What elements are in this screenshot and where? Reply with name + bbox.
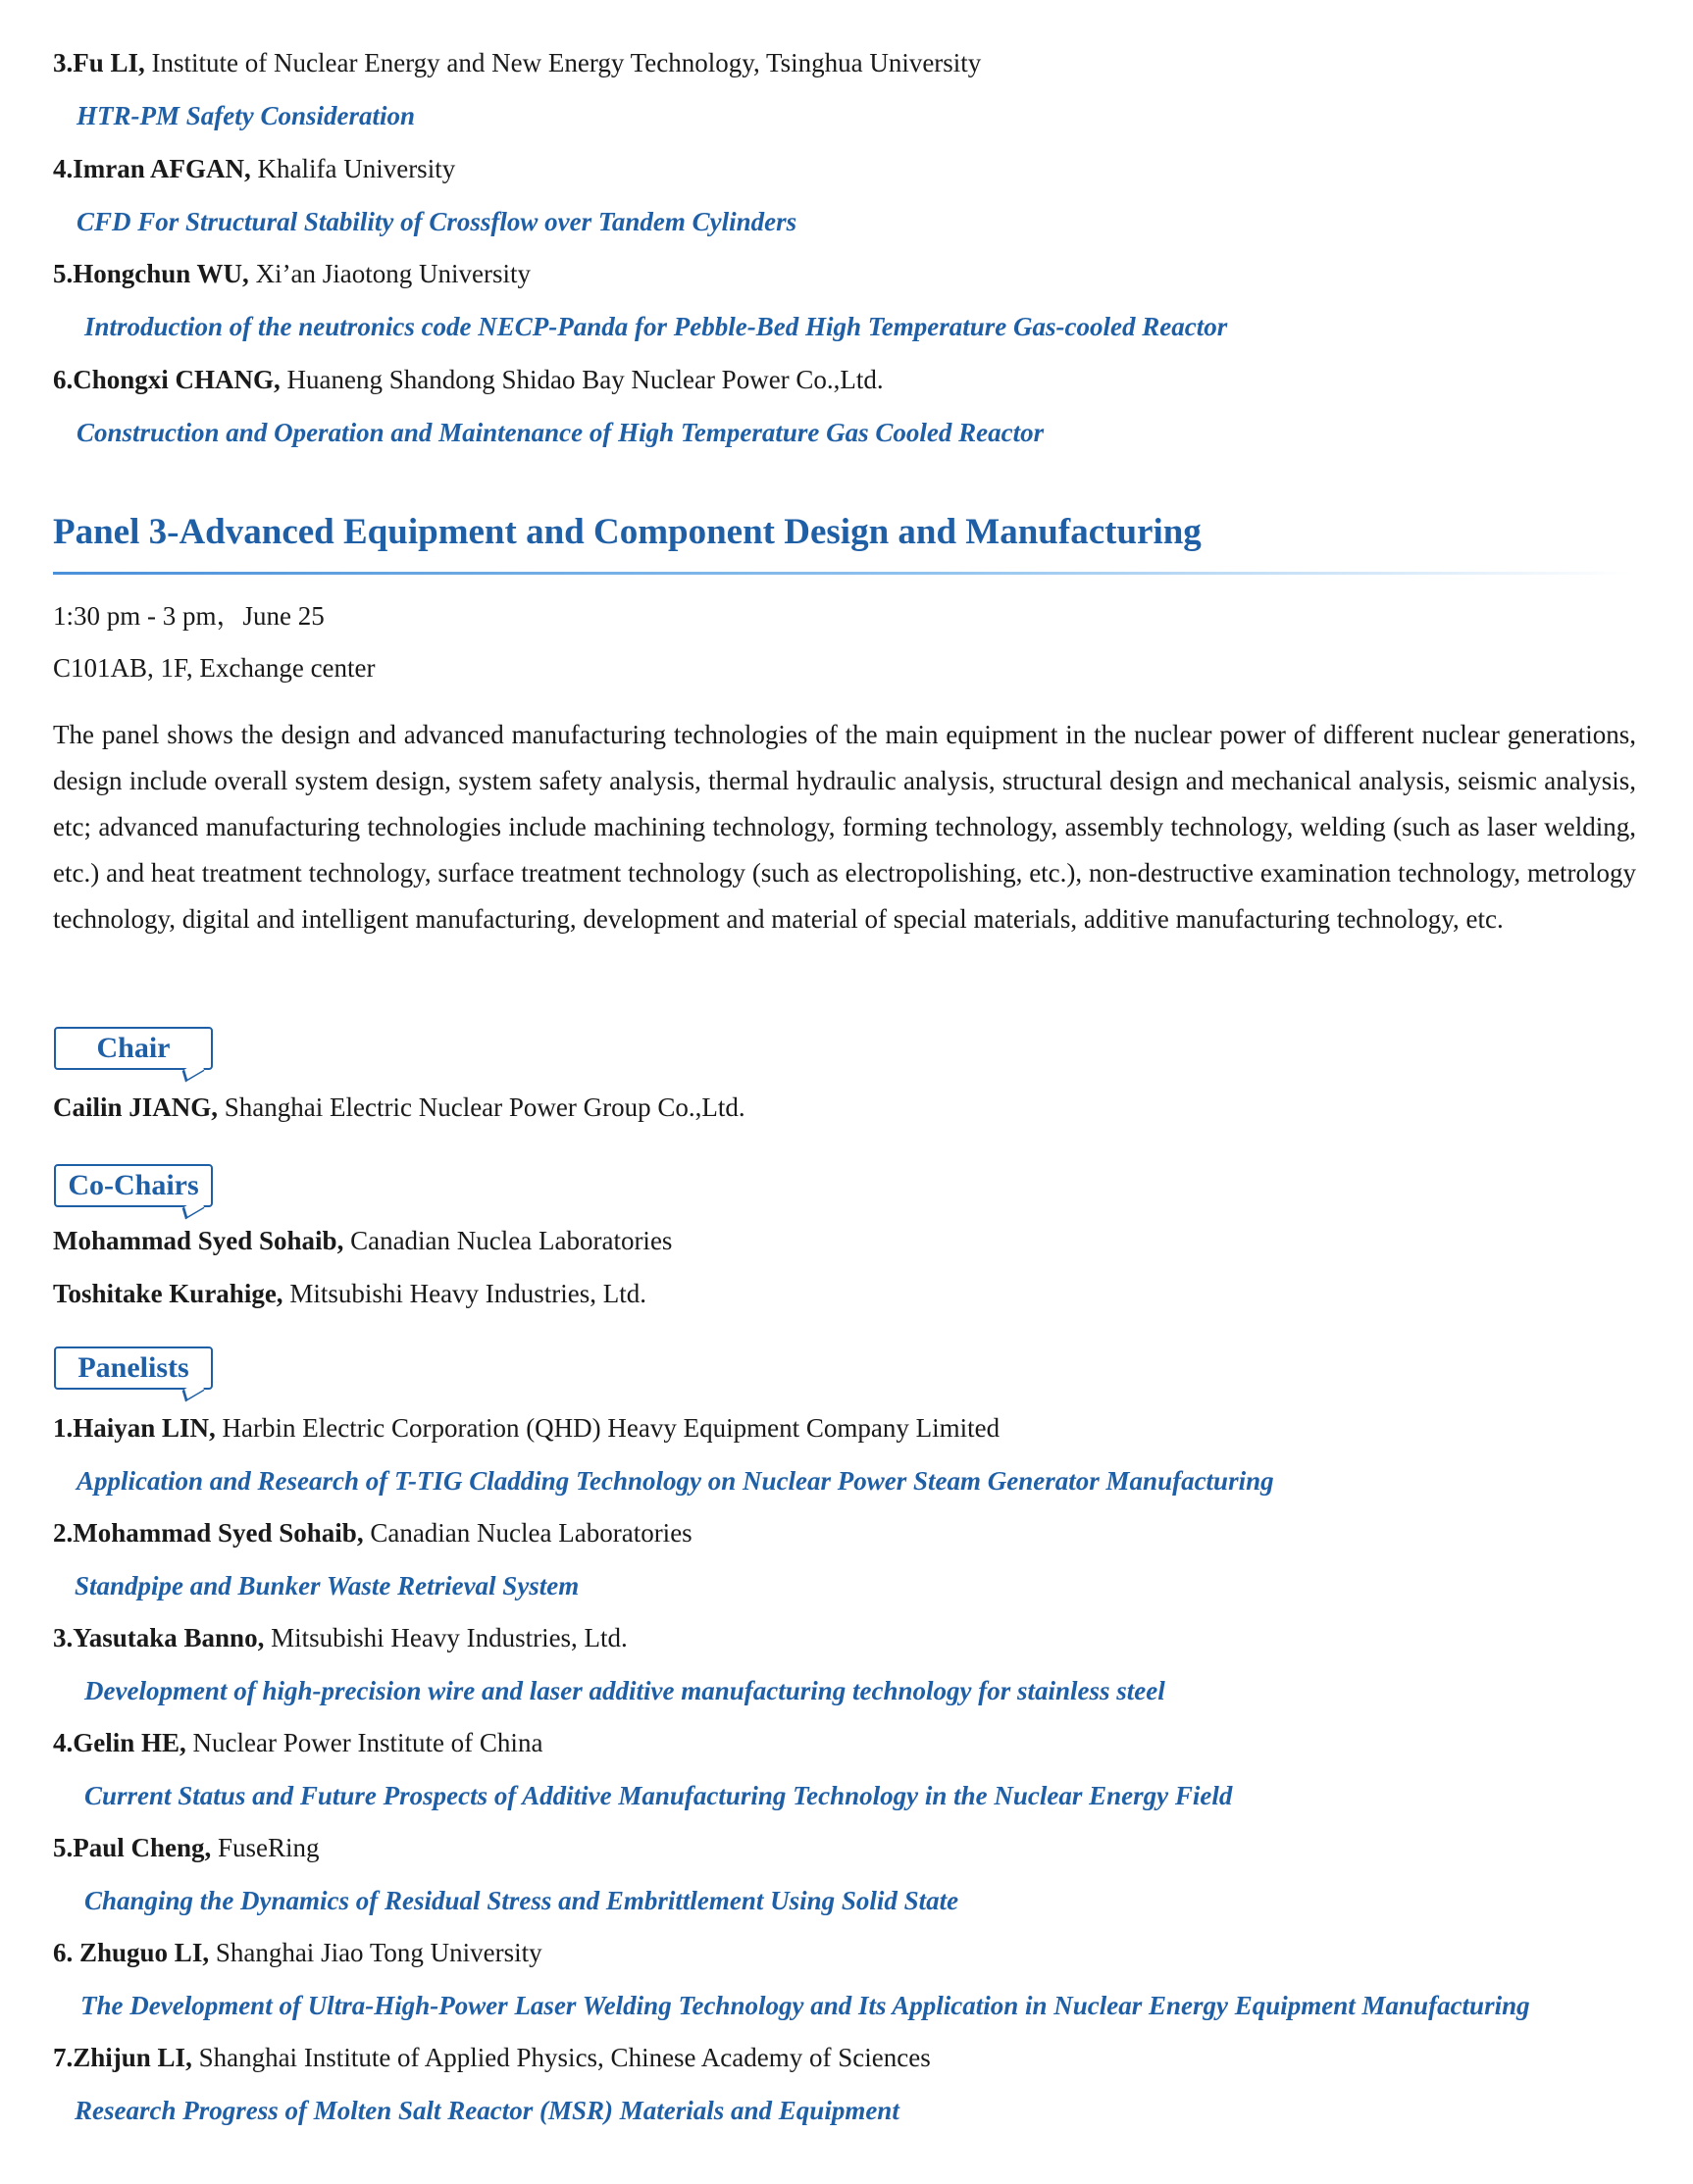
speech-tail-icon xyxy=(182,1060,205,1083)
prev-panelist-3-talk: HTR-PM Safety Consideration xyxy=(77,101,416,130)
prev-panelist-6-talk: Construction and Operation and Maintenance of High Temperature Gas Cooled Reactor xyxy=(77,418,1045,447)
panelist-2-talk: Standpipe and Bunker Waste Retrieval System xyxy=(75,1571,580,1600)
cochairs-label xyxy=(54,1164,213,1207)
cochair-affiliation: Mitsubishi Heavy Industries, Ltd. xyxy=(289,1279,647,1308)
panelist-name: Yasutaka Banno, xyxy=(73,1623,265,1652)
chair-label-text: Chair xyxy=(96,1032,171,1064)
panelist-name: Zhijun LI, xyxy=(73,2043,192,2072)
prev-panelist-5-talk: Introduction of the neutronics code NECP-Panda for Pebble-Bed High Temperature Gas-cooled Reactor xyxy=(84,312,1228,341)
panelist-number: 7. xyxy=(53,2043,74,2072)
prev-panelist-3 xyxy=(53,46,981,79)
panelist-name: Hongchun WU, xyxy=(73,259,249,288)
chair-label xyxy=(54,1027,213,1070)
panelist-number: 6. xyxy=(53,1938,79,1967)
panelist-number: 1. xyxy=(53,1413,74,1443)
panelist-name: Mohammad Syed Sohaib, xyxy=(73,1518,364,1548)
panelist-name: Fu LI, xyxy=(73,48,145,77)
chair-name: Cailin JIANG, xyxy=(53,1092,219,1122)
panelist-number: 6. xyxy=(53,365,74,394)
panelist-4 xyxy=(53,1726,542,1759)
panelist-affiliation: Nuclear Power Institute of China xyxy=(192,1728,543,1757)
panelist-4-talk: Current Status and Future Prospects of Additive Manufacturing Technology in the Nuclear Energy Field xyxy=(84,1781,1233,1810)
panel-time: 1:30 pm - 3 pm，June 25 xyxy=(53,601,325,631)
panelist-1-talk: Application and Research of T-TIG Cladding Technology on Nuclear Power Steam Generator Manufacturing xyxy=(77,1466,1274,1496)
panelist-5 xyxy=(53,1831,320,1864)
panelist-5-talk: Changing the Dynamics of Residual Stress and Embrittlement Using Solid State xyxy=(84,1886,959,1915)
cochair-affiliation: Canadian Nuclea Laboratories xyxy=(350,1226,673,1255)
chair-entry xyxy=(53,1091,745,1124)
panelist-name: Gelin HE, xyxy=(73,1728,186,1757)
prev-panelist-6 xyxy=(53,363,884,396)
panelist-number: 4. xyxy=(53,154,74,183)
panelist-affiliation: Institute of Nuclear Energy and New Energy Technology, Tsinghua University xyxy=(151,48,982,77)
panel-location: C101AB, 1F, Exchange center xyxy=(53,653,376,683)
panelist-affiliation: Canadian Nuclea Laboratories xyxy=(370,1518,693,1548)
title-divider xyxy=(53,572,1632,575)
panelist-1 xyxy=(53,1411,1000,1445)
panelist-affiliation: Huaneng Shandong Shidao Bay Nuclear Power Co.,Ltd. xyxy=(286,365,884,394)
panelist-name: Zhuguo LI, xyxy=(79,1938,210,1967)
cochair-name: Toshitake Kurahige, xyxy=(53,1279,283,1308)
panelist-affiliation: Khalifa University xyxy=(257,154,456,183)
panelist-affiliation: Shanghai Jiao Tong University xyxy=(215,1938,542,1967)
panelist-3-talk: Development of high-precision wire and laser additive manufacturing technology for stainless steel xyxy=(84,1676,1165,1705)
panelist-name: Chongxi CHANG, xyxy=(73,365,281,394)
prev-panelist-4 xyxy=(53,152,455,185)
panelist-affiliation: Xi’an Jiaotong University xyxy=(255,259,532,288)
panelist-6-talk: The Development of Ultra-High-Power Laser Welding Technology and Its Application in Nuclear Energy Equipment Manufacturing xyxy=(80,1991,1530,2020)
panelist-name: Imran AFGAN, xyxy=(73,154,251,183)
prev-panelist-5 xyxy=(53,257,531,290)
panelist-number: 3. xyxy=(53,1623,74,1652)
panelist-3 xyxy=(53,1621,628,1654)
panelist-2 xyxy=(53,1516,693,1549)
cochair-entry xyxy=(53,1224,672,1257)
panelists-label-text: Panelists xyxy=(77,1351,189,1384)
panelist-7 xyxy=(53,2041,931,2074)
panelist-affiliation: FuseRing xyxy=(218,1833,320,1862)
panelist-number: 4. xyxy=(53,1728,74,1757)
panelist-number: 5. xyxy=(53,1833,74,1862)
panelist-number: 5. xyxy=(53,259,74,288)
panelist-affiliation: Harbin Electric Corporation (QHD) Heavy Equipment Company Limited xyxy=(222,1413,1000,1443)
cochair-name: Mohammad Syed Sohaib, xyxy=(53,1226,344,1255)
panelist-7-talk: Research Progress of Molten Salt Reactor (MSR) Materials and Equipment xyxy=(75,2096,899,2125)
chair-affiliation: Shanghai Electric Nuclear Power Group Co.,Ltd. xyxy=(224,1092,745,1122)
panelists-label xyxy=(54,1346,213,1390)
cochair-entry xyxy=(53,1277,646,1310)
panelist-name: Paul Cheng, xyxy=(73,1833,212,1862)
panelist-6 xyxy=(53,1936,542,1969)
panelist-affiliation: Shanghai Institute of Applied Physics, Chinese Academy of Sciences xyxy=(198,2043,931,2072)
panelist-number: 2. xyxy=(53,1518,74,1548)
panel-title: Panel 3-Advanced Equipment and Component Design and Manufacturing xyxy=(53,512,1202,552)
panelist-affiliation: Mitsubishi Heavy Industries, Ltd. xyxy=(271,1623,628,1652)
panelist-name: Haiyan LIN, xyxy=(73,1413,216,1443)
cochairs-label-text: Co-Chairs xyxy=(68,1169,199,1201)
panel-description: The panel shows the design and advanced manufacturing technologies of the main equipment in the nuclear power of different nuclear generations, design include overall system design, system safety analysis, thermal hydraulic analysis, structural design and mechanical analysis, seismic analysis, etc; advanced manufacturing technologies include machining technology, forming technology, assembly technology, welding (such as laser welding, etc.) and heat treatment technology, surface treatment technology (such as electropolishing, etc.), non-destructive examination technology, metrology technology, digital and intelligent manufacturing, development and material of special materials, additive manufacturing technology, etc. xyxy=(53,720,1636,934)
panelist-number: 3. xyxy=(53,48,74,77)
prev-panelist-4-talk: CFD For Structural Stability of Crossflow over Tandem Cylinders xyxy=(77,207,797,236)
